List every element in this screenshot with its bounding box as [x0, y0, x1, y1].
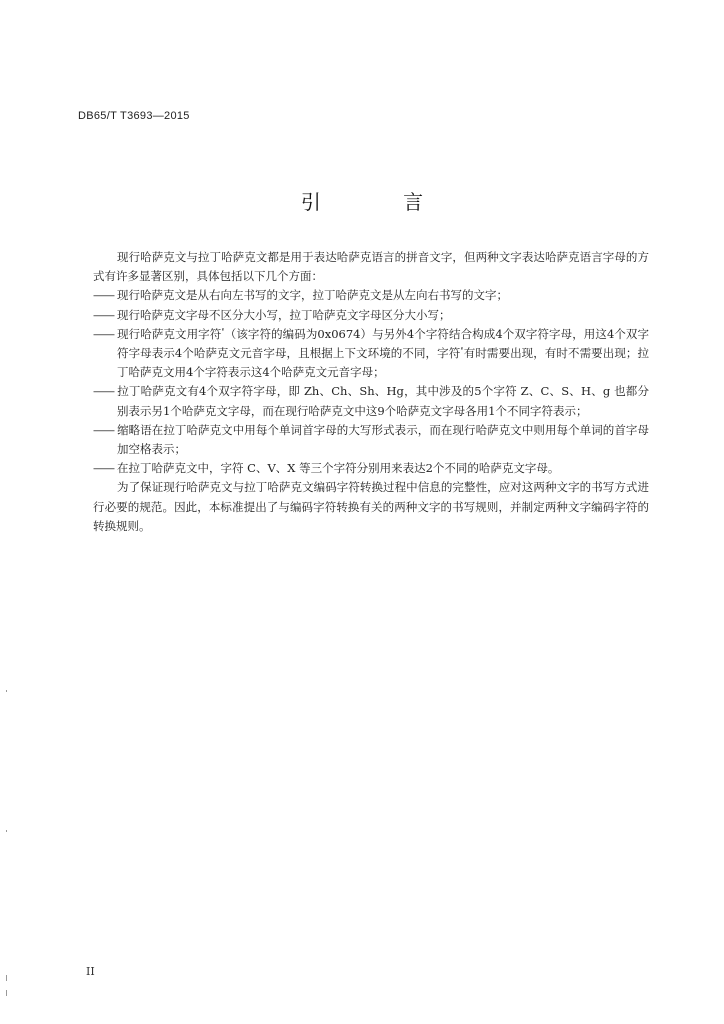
list-item-text: 在拉丁哈萨克文中，字符 C、V、X 等三个字符分别用来表达2个不同的哈萨克文字母。 [117, 461, 560, 476]
list-item [93, 286, 649, 305]
dash-marker [93, 459, 117, 478]
list-item [93, 306, 649, 325]
scan-artifact [6, 990, 7, 996]
list-item [93, 421, 649, 459]
scan-artifact [6, 690, 7, 692]
dash-marker [93, 286, 117, 305]
scan-artifact [6, 975, 7, 981]
list-item [93, 459, 649, 478]
list-item-text: 缩略语在拉丁哈萨克文中用每个单词首字母的大写形式表示，而在现行哈萨克文中则用每个单词的首字母加空格表示； [117, 422, 649, 457]
list-item [93, 325, 649, 383]
list-item [93, 382, 649, 420]
closing-paragraph: 为了保证现行哈萨克文与拉丁哈萨克文编码字符转换过程中信息的完整性，应对这两种文字的书写方式进行必要的规范。因此，本标准提出了与编码字符转换有关的两种文字的书写规则，并制定两种文字编码字符的转换规则。 [93, 480, 649, 533]
scan-artifact [6, 830, 7, 832]
list-item-text: 现行哈萨克文字母不区分大小写，拉丁哈萨克文字母区分大小写； [117, 307, 451, 322]
list-item-text: 现行哈萨克文用字符ٴ（该字符的编码为0x0674）与另外4个字符结合构成4个双字符字母，用这4个双字符字母表示4个哈萨克文元音字母，且根据上下文环境的不同，字符ٴ有时需要出现，有时不需要出现；拉丁哈萨克文用4个字符表示这4个哈萨克文元音字母； [117, 326, 650, 380]
dash-marker [93, 421, 117, 440]
page-number: II [86, 965, 95, 978]
list-item-text: 拉丁哈萨克文有4个双字符字母，即 Zh、Ch、Sh、Hg，其中涉及的5个字符 Z、C、S、H、g 也都分别表示另1个哈萨克文字母，而在现行哈萨克文中这9个哈萨克文字母各用1个不同字符表示； [117, 384, 649, 418]
intro-paragraph: 现行哈萨克文与拉丁哈萨克文都是用于表达哈萨克语言的拼音文字，但两种文字表达哈萨克语言字母的方式有许多显著区别，具体包括以下几个方面： [93, 250, 649, 284]
document-body [93, 248, 649, 536]
document-code: DB65/T T3693—2015 [78, 110, 190, 122]
dash-marker [93, 325, 117, 344]
list-item-text: 现行哈萨克文是从右向左书写的文字，拉丁哈萨克文是从左向右书写的文字； [117, 288, 508, 303]
section-title: 引 言 [300, 190, 462, 214]
dash-marker [93, 382, 117, 401]
dash-marker [93, 306, 117, 325]
